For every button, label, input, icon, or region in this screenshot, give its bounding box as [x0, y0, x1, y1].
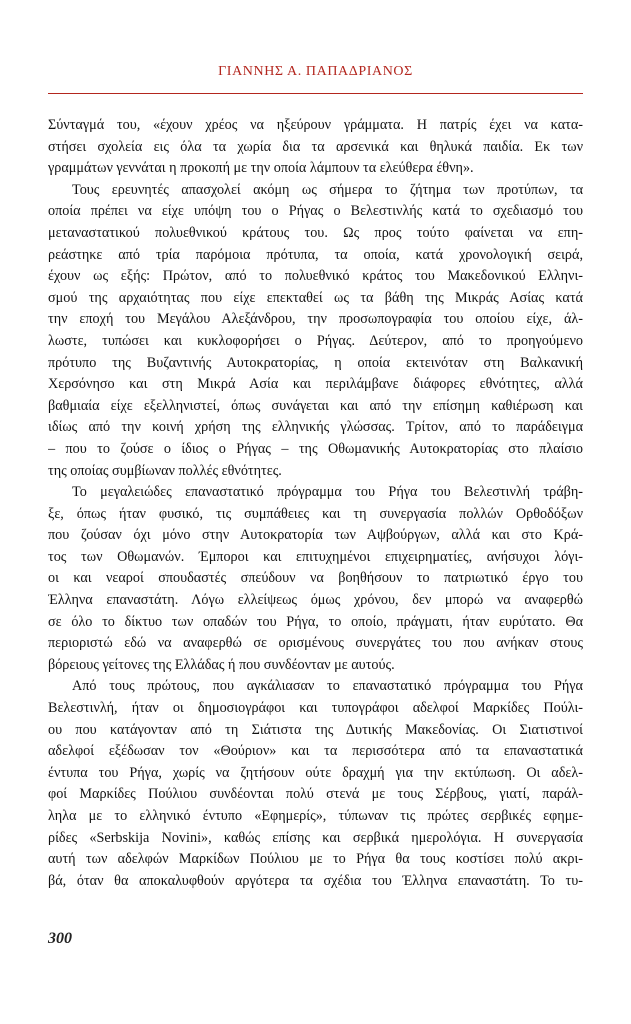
running-head: ΓΙΑΝΝΗΣ Α. ΠΑΠΑΔΡΙΑΝΟΣ: [218, 64, 413, 79]
text-line: ρίδες «Serbskija Novini», καθώς επίσης και σερβικά ημερολόγια. Η συνεργασία: [48, 829, 583, 846]
text-line: Τους ερευνητές απασχολεί ακόμη ως σήμερα το ζήτημα των προτύπων, τα: [72, 181, 583, 198]
text-line: Χερσόνησο και στη Μικρά Ασία και περιλάμβανε διάφορες εθνότητες, αλλά: [48, 376, 583, 393]
text-line: που ζούσαν όχι μόνο στην Αυτοκρατορία των Αψβούργων, αλλά και στο Κρά-: [48, 527, 583, 544]
paragraph: [48, 180, 583, 482]
text-line: ξε, όπως ήταν φυσικό, τις συμπάθειες και τη συνεργασία πολλών Ορθοδόξων: [48, 505, 583, 522]
text-line: έντυπα του Ρήγα, χωρίς να ζητήσουν ούτε δραχμή για την εκτύπωση. Οι αδελ-: [48, 764, 583, 781]
body-text: [48, 115, 583, 892]
text-line: μεταναστατικού πολυεθνικού κράτους του. Ως προς τούτο φαίνεται να επη-: [48, 224, 583, 241]
text-line: βαθμιαία είχε εξελληνιστεί, όπως συνάγεται και από την επίσημη καθιέρωση και: [48, 397, 583, 414]
text-line: Από τους πρώτους, που αγκάλιασαν το επαναστατικό πρόγραμμα του Ρήγα: [72, 678, 583, 695]
text-line: την εποχή του Μεγάλου Αλεξάνδρου, την προσωπογραφία του οποίου είχε, άλ-: [48, 311, 583, 328]
text-line: οι και νεαροί σπουδαστές σπεύδουν να βοηθήσουν το πατριωτικό έργο του: [48, 570, 583, 587]
text-line: λωστε, τυπώσει και κυκλοφορήσει ο Ρήγας. Δεύτερον, από το προηγούμενο: [48, 332, 583, 349]
header-rule: [48, 93, 583, 94]
text-line: ου που κατάγονταν από τη Σιάτιστα της Δυτικής Μακεδονίας. Οι Σιατιστινοί: [48, 721, 583, 738]
text-line: – που το ζούσε ο ίδιος ο Ρήγας – της Οθωμανικής Αυτοκρατορίας στο πλαίσιο: [48, 440, 583, 457]
paragraph: [48, 115, 583, 180]
text-line: ρεάστηκε από τρία παρόμοια πρότυπα, τα οποία, κατά χρονολογική σειρά,: [48, 246, 583, 263]
text-line: περιοριστώ εδώ να αναφερθώ σε ορισμένους συνεργάτες του που ανήκαν στους: [48, 635, 583, 652]
text-line: ιδίως από την κοινή χρήση της ελληνικής γλώσσας. Τρίτον, από το παράδειγμα: [48, 419, 583, 436]
text-line: της οποίας συμβίωναν πολλές εθνότητες.: [48, 462, 282, 479]
text-line: αυτή των αδελφών Μαρκίδων Πούλιου με το Ρήγα θα τους κοστίσει πολύ ακρι-: [48, 851, 583, 868]
paragraph: [48, 482, 583, 676]
text-line: Βελεστινλή, ήταν οι δημοσιογράφοι και τυπογράφοι αδελφοί Μαρκίδες Πούλι-: [48, 700, 583, 717]
text-line: βά, όταν θα αποκαλυφθούν αργότερα τα σχέδια του Έλληνα επαναστάτη. Το τυ-: [48, 872, 583, 889]
text-line: γραμμάτων γεννάται η προκοπή με την οποία λάμπουν τα ελεύθερα έθνη».: [48, 160, 474, 177]
text-line: πρότυπο της Βυζαντινής Αυτοκρατορίας, η οποία εκτεινόταν στη Βαλκανική: [48, 354, 583, 371]
page-number: 300: [48, 930, 72, 947]
text-line: βόρειους γείτονες της Ελλάδας ή που συνδέονταν με αυτούς.: [48, 656, 395, 673]
text-line: σε όλο το δίκτυο των οπαδών του Ρήγα, το οποίο, πράγματι, ήταν ευρύτατο. Θα: [48, 613, 583, 630]
text-line: ληλα με το ελληνικό έντυπο «Εφημερίς», τύπωναν τις πρώτες σερβικές εφημε-: [48, 808, 583, 824]
text-line: στήσει σχολεία εις όλα τα χωρία δια τα αρσενικά και θηλυκά παιδία. Εκ των: [48, 138, 583, 155]
text-line: Έλληνα επαναστάτη. Λόγω ελλείψεως όμως χρόνου, δεν μπορώ να αναφερθώ: [48, 592, 583, 609]
text-line: έχουν ως εξής: Πρώτον, από το πολυεθνικό κράτος του Μακεδονικού Ελληνι-: [48, 268, 583, 285]
text-line: Το μεγαλειώδες επαναστατικό πρόγραμμα του Ρήγα του Βελεστινλή τράβη-: [72, 484, 583, 501]
text-line: οποία πρέπει να είχε υπόψη του ο Ρήγας ο Βελεστινλής κατά το σχεδιασμό του: [48, 203, 583, 220]
text-line: τος των Οθωμανών. Έμποροι και επιτυχημένοι επιχειρηματίες, ανήσυχοι λόγι-: [48, 548, 583, 565]
text-line: σμού της αρχαιότητας που είχε επεκταθεί ως τα βάθη της Μικράς Ασίας κατά: [48, 289, 583, 306]
paragraph: [48, 676, 583, 892]
text-line: φοί Μαρκίδες Πούλιου συνδέονται πολύ στενά με τους Σέρβους, γιατί, παράλ-: [48, 786, 583, 803]
text-line: Σύνταγμά του, «έχουν χρέος να ηξεύρουν γράμματα. Η πατρίς έχει να κατα-: [48, 117, 583, 133]
text-line: αδελφοί εξέδωσαν τον «Θούριον» και τα περισσότερα από τα επαναστατικά: [48, 743, 583, 760]
